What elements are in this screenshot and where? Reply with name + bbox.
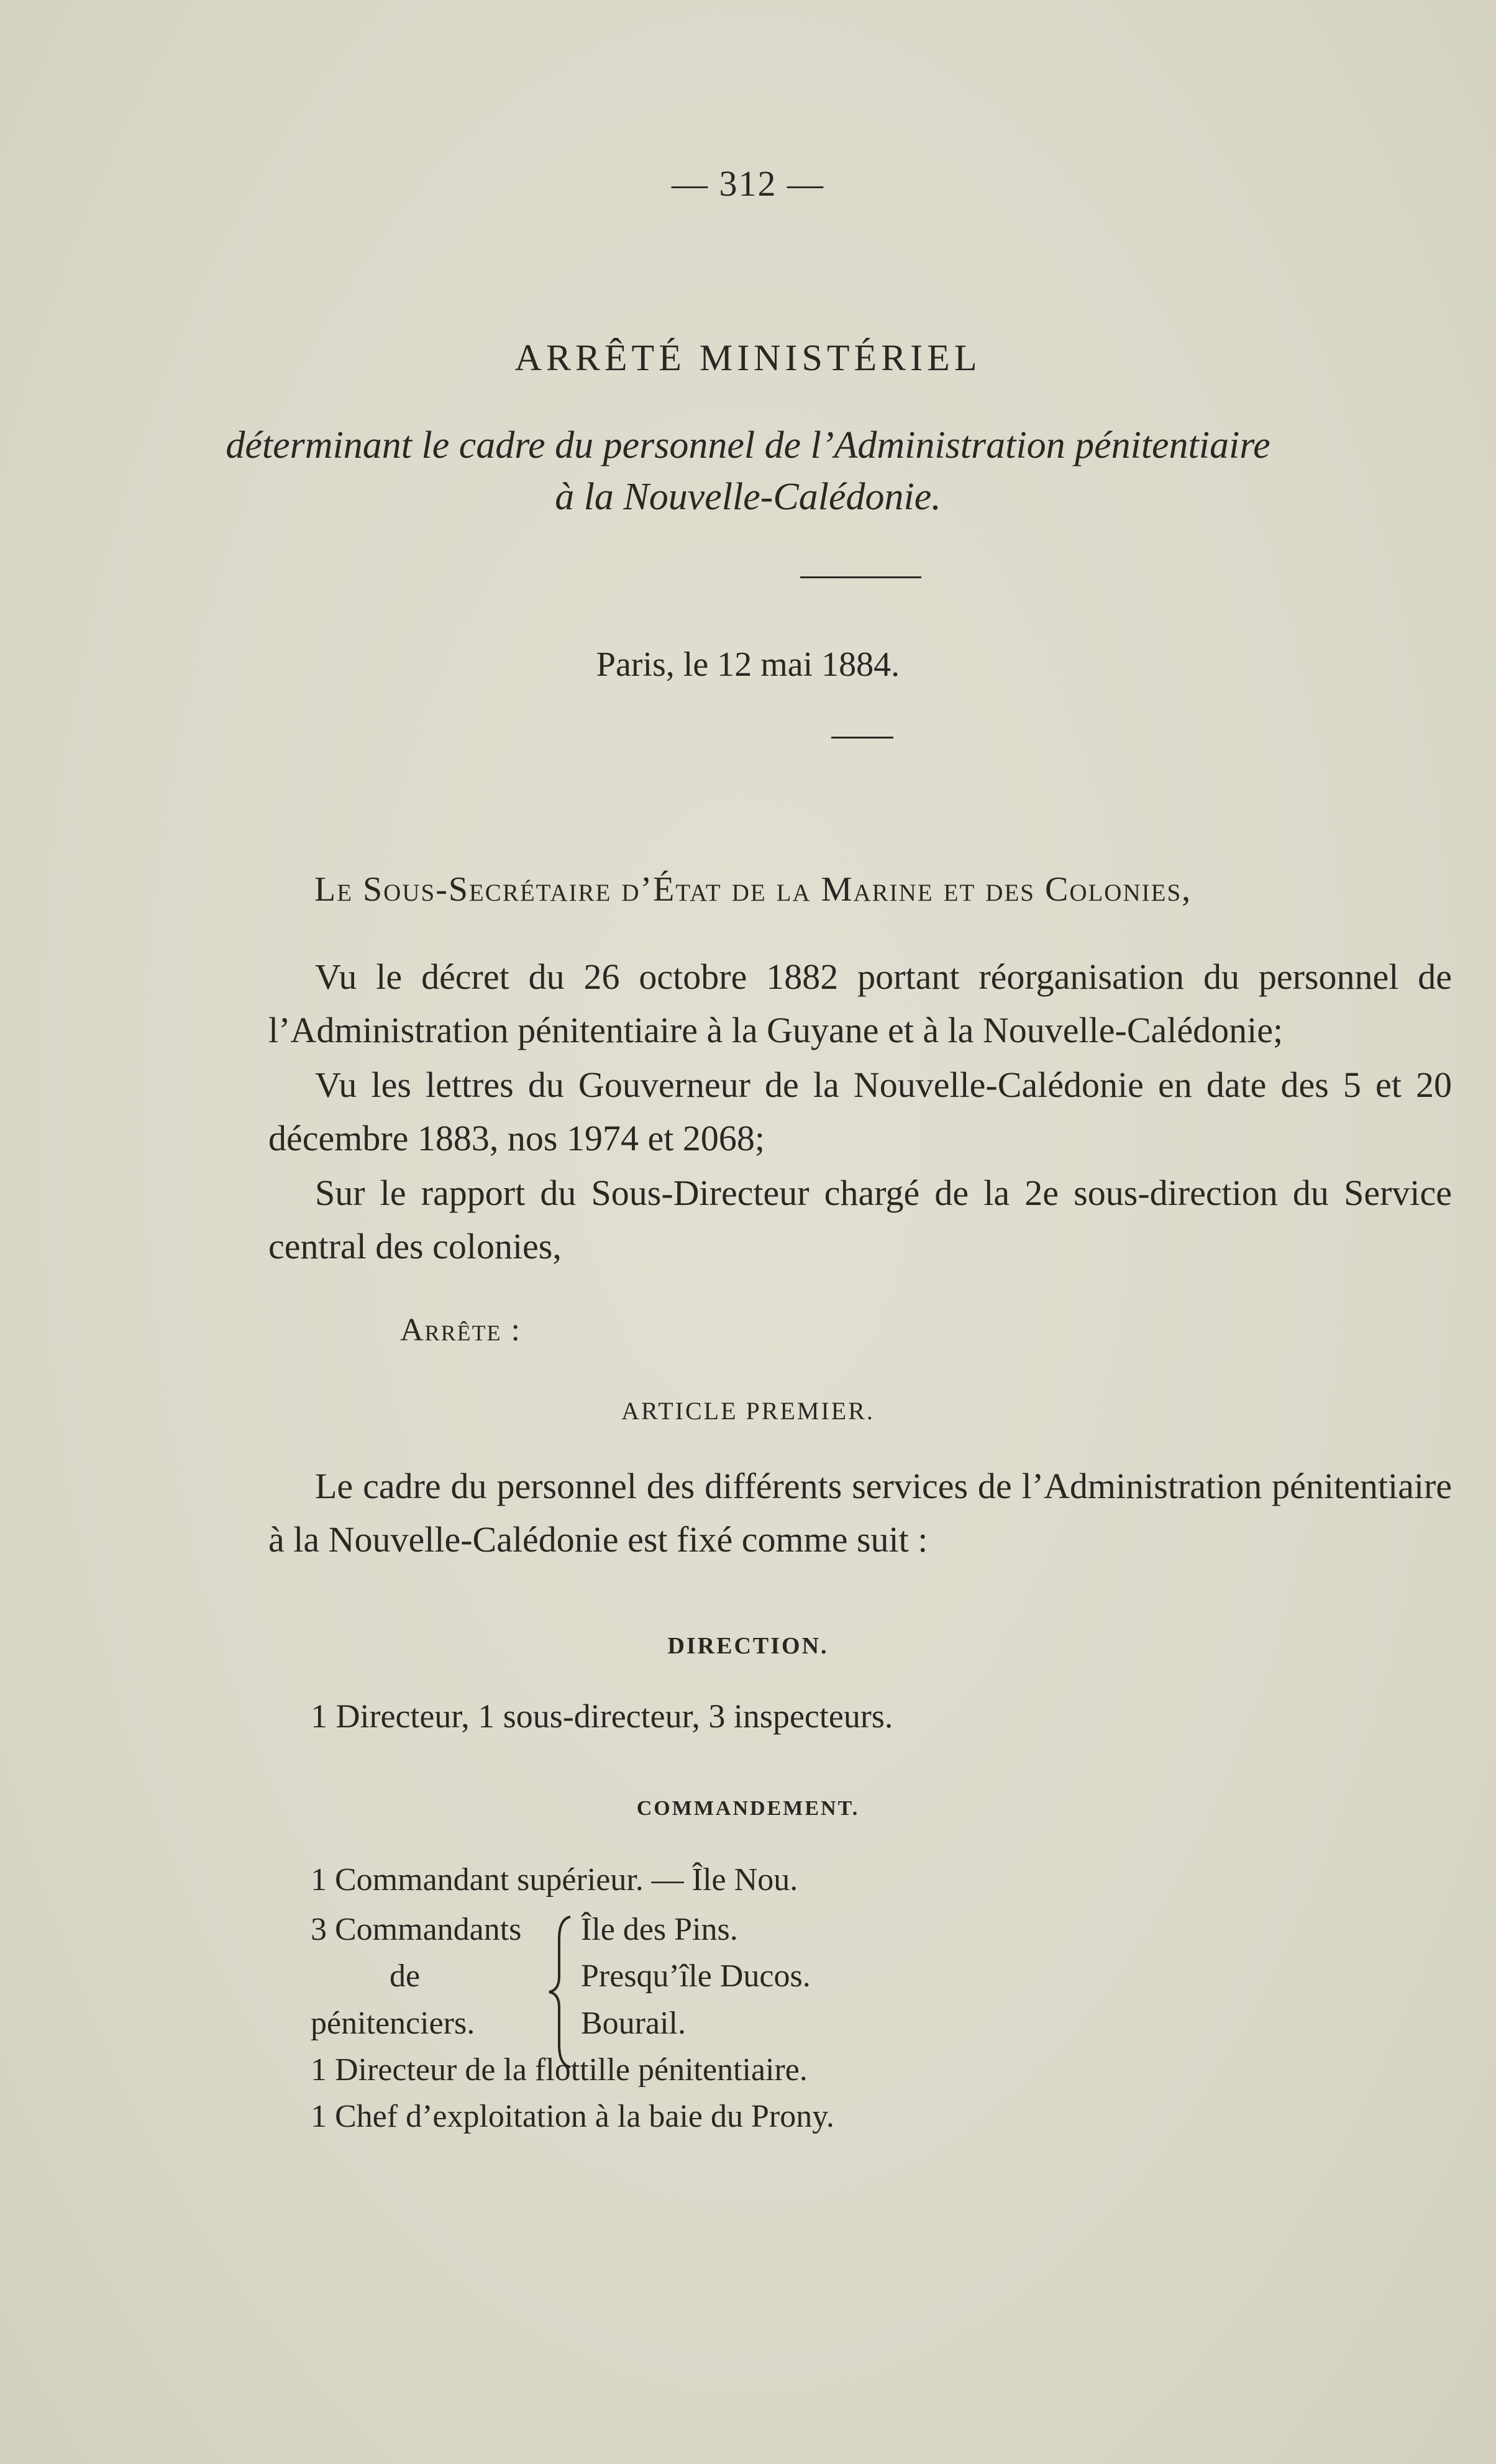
direction-heading: DIRECTION. [667,1633,829,1659]
chef-exploitation-line: 1 Chef d’exploitation à la baie du Prony. [311,2099,834,2134]
document-subtitle-line1: déterminant le cadre du personnel de l’Administration pénitentiaire [226,424,1270,466]
title-divider [800,576,921,578]
paragraph-vu-decret: Vu le décret du 26 octobre 1882 portant réorganisation du personnel de l’Administration pénitentiaire à la Guyane et à la Nouvelle-Calédonie; [268,957,1452,1050]
document-title: ARRÊTÉ MINISTÉRIEL [514,337,982,378]
arrete-heading: Arrête : [400,1312,521,1348]
commandement-heading: COMMANDEMENT. [636,1797,860,1820]
direction-line: 1 Directeur, 1 sous-directeur, 3 inspecteurs. [311,1698,893,1735]
paragraph-vu-lettres: Vu les lettres du Gouverneur de la Nouvelle-Calédonie en date des 5 et 20 décembre 1883, nos 1974 et 2068; [268,1065,1452,1158]
grouping-brace [545,1914,583,2070]
commandant-superieur-line: 1 Commandant supérieur. — Île Nou. [311,1862,798,1898]
paragraph-sur-rapport: Sur le rapport du Sous-Directeur chargé de la 2e sous-direction du Service central des colonies, [268,1173,1452,1266]
date-divider [831,737,893,739]
flottille-line: 1 Directeur de la flottille pénitentiaire. [311,2052,808,2088]
article-paragraph: Le cadre du personnel des différents services de l’Administration pénitentiaire à la Nouvelle-Calédonie est fixé comme suit : [268,1466,1452,1560]
page-number: — 312 — [672,163,824,204]
document-date: Paris, le 12 mai 1884. [596,645,900,684]
commandants-label-penitenciers: pénitenciers. [311,2006,475,2041]
issuer-heading: Le Sous-Secrétaire d’État de la Marine et des Colonies, [314,870,1192,909]
place-ile-des-pins: Île des Pins. [581,1912,738,1947]
commandants-label-de: de [390,1958,421,1994]
article-heading: ARTICLE PREMIER. [621,1397,875,1425]
document-subtitle-line2: à la Nouvelle-Calédonie. [555,476,941,518]
place-presquile-ducos: Presqu’île Ducos. [581,1958,811,1994]
place-bourail: Bourail. [581,2006,686,2041]
commandants-label: 3 Commandants [311,1912,522,1947]
